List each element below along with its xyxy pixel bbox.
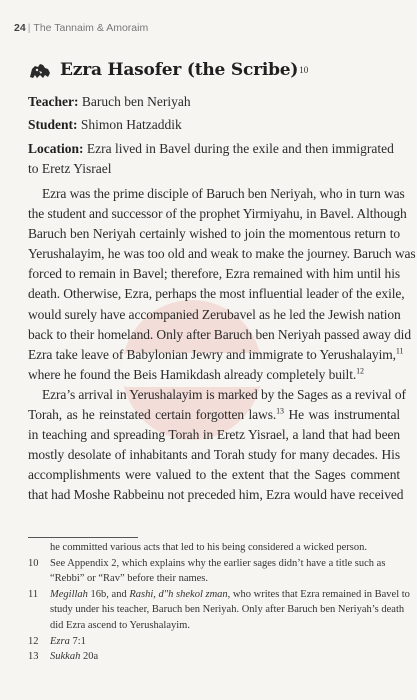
location-label: Location: — [28, 141, 84, 156]
body-line: accomplishments were valued to the extent that the Sages comment — [28, 467, 400, 483]
body-line: back to their homeland. Only after Baruch ben Neriyah passed away did — [28, 326, 411, 342]
footnote-text-part: 16b, and — [87, 588, 130, 600]
body-line — [28, 405, 400, 425]
footnote-italic: Rashi, d"h shekol zman — [129, 588, 228, 600]
footnote-12 — [28, 634, 400, 650]
footnote-text-part: 20a — [80, 651, 99, 663]
location-text-1: Ezra lived in Bavel during the exile and then immigrated — [86, 141, 394, 156]
body-paragraphs — [28, 184, 416, 506]
footnote-number: 12 — [28, 635, 39, 647]
footnote-number: 10 — [28, 557, 39, 569]
footnote-10 — [28, 556, 400, 572]
footnote-italic: Ezra — [50, 635, 70, 647]
footnote-11-cont — [28, 618, 400, 634]
footnote-divider — [28, 537, 138, 538]
body-line: the student and successor of the prophet Yirmiyahu, in Bavel. Although — [28, 206, 407, 222]
teacher-line — [28, 94, 191, 110]
footnote-text: See Appendix 2, which explains why the earlier sages didn’t have a title such as — [50, 557, 386, 569]
lion-ornament-icon — [28, 61, 52, 80]
footnote-text: “Rebbi” or “Rav” before their names. — [50, 573, 209, 585]
body-line-text: Ezra take leave of Babylonian Jewry and immigrate to Yerushalayim, — [28, 346, 396, 362]
footnote-10-cont — [28, 571, 400, 587]
footnote-ref-12[interactable]: 12 — [356, 366, 364, 376]
body-line: mostly desolate of inhabitants and Torah study for many decades. His — [28, 447, 400, 463]
footnote-ref-11[interactable]: 11 — [395, 346, 404, 356]
footnote-text: study under his teacher, Baruch ben Neriyah. Only after Baruch ben Neriyah’s death — [50, 604, 405, 616]
footnote-text — [50, 587, 410, 603]
body-line: Ezra was the prime disciple of Baruch ben Neriyah, who in turn was — [42, 186, 405, 201]
location-line — [28, 139, 398, 179]
body-line-text: He was instrumental — [283, 407, 400, 423]
footnote-ref-13[interactable]: 13 — [276, 406, 284, 416]
footnote-text — [50, 634, 400, 650]
footnote-italic: Sukkah — [50, 651, 81, 663]
footnote-text-part: , who writes that Ezra remained in Bavel to — [227, 588, 410, 600]
body-line: in teaching and spreading Torah in Eretz Yisrael, a land that had been — [28, 427, 400, 443]
body-line-text: where he found the Beis Hamikdash already completely built. — [28, 366, 357, 382]
section-title: Ezra Hasofer (the Scribe) — [60, 60, 299, 80]
footnote-text — [50, 649, 400, 665]
header-separator: | — [27, 22, 31, 34]
body-line — [28, 365, 400, 385]
student-line — [28, 117, 182, 133]
running-header-title: The Tannaim & Amoraim — [33, 22, 149, 34]
footnote-text-part: 7:1 — [69, 635, 86, 647]
body-line — [28, 345, 404, 365]
body-line-text: Torah, as he reinstated certain forgotten laws. — [28, 407, 277, 423]
footnote-11 — [28, 587, 410, 603]
footnote-text: did Ezra ascend to Yerushalayim. — [50, 619, 190, 631]
body-line: Yerushalayim, he was too old and weak to make the journey. Baruch was — [28, 246, 416, 262]
body-line: would surely have accompanied Zerubavel as he led the Jewish nation — [28, 306, 401, 322]
body-line: that had Moshe Rabbeinu not preceded him, Ezra would have received — [28, 487, 404, 503]
section-heading — [28, 60, 308, 80]
location-text-2: to Eretz Yisrael — [28, 161, 112, 176]
title-footnote-ref[interactable]: 10 — [299, 65, 309, 75]
teacher-label: Teacher: — [28, 94, 79, 109]
student-value: Shimon Hatzaddik — [80, 117, 182, 132]
body-line: Baruch ben Neriyah certainly wished to join the momentous return to — [28, 226, 400, 242]
body-line: forced to remain in Bavel; therefore, Ezra remained with him until his — [28, 266, 400, 282]
footnote-number: 11 — [28, 588, 39, 600]
student-label: Student: — [28, 117, 78, 132]
footnote-11-cont — [28, 602, 405, 618]
page-number: 24 — [14, 22, 26, 34]
footnote-number: 13 — [28, 651, 39, 663]
running-header — [14, 22, 148, 34]
footnotes — [28, 540, 410, 665]
body-line: Ezra’s arrival in Yerushalayim is marked by the Sages as a revival of — [42, 386, 406, 402]
footnote-13 — [28, 649, 400, 665]
teacher-value: Baruch ben Neriyah — [81, 94, 191, 109]
footnote-continuation — [28, 540, 400, 556]
footnote-italic: Megillah — [50, 588, 88, 600]
body-line: death. Otherwise, Ezra, perhaps the most influential leader of the exile, — [28, 286, 405, 302]
footnote-text: he committed various acts that led to his being considered a wicked person. — [50, 542, 367, 553]
